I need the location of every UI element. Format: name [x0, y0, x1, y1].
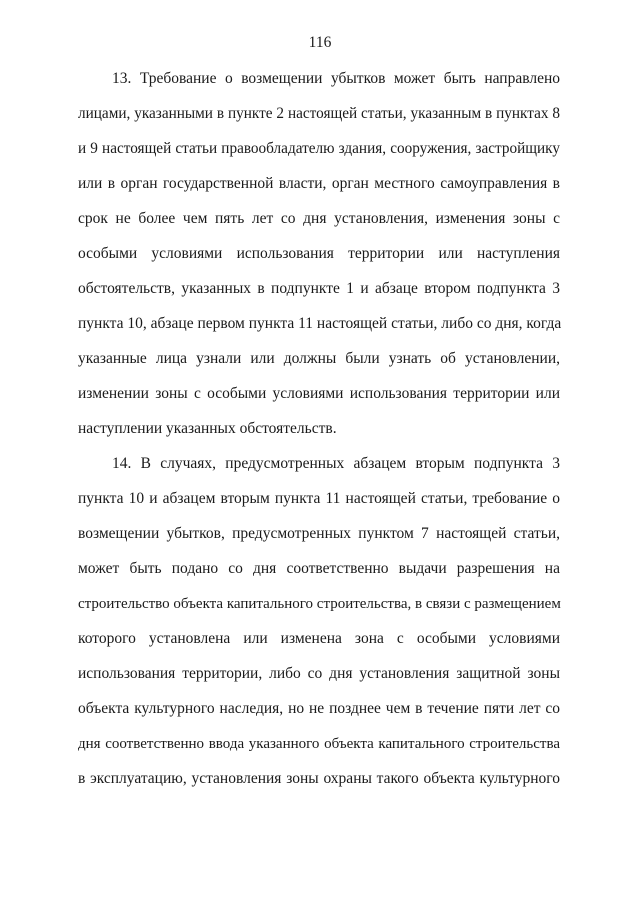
paragraph-13-line-2: лицами, указанными в пункте 2 настоящей статьи, указанным в пунктах 8 [78, 105, 560, 122]
paragraph-14-line-8: объекта культурного наследия, но не позднее чем в течение пяти лет со [78, 700, 560, 717]
paragraph-14-line-5: строительство объекта капитального строительства, в связи с размещением [78, 596, 561, 612]
paragraph-13-line-3: и 9 настоящей статьи правообладателю здания, сооружения, застройщику [78, 140, 560, 157]
paragraph-14-line-4: может быть подано со дня соответственно выдачи разрешения на [78, 560, 560, 577]
paragraph-13-line-1: 13. Требование о возмещении убытков может быть направлено [112, 70, 560, 87]
paragraph-14-line-2: пункта 10 и абзацем вторым пункта 11 настоящей статьи, требование о [78, 490, 560, 507]
paragraph-14-line-9: дня соответственно ввода указанного объекта капитального строительства [78, 736, 560, 752]
paragraph-13-line-8: пункта 10, абзаце первом пункта 11 настоящей статьи, либо со дня, когда [78, 315, 562, 332]
page-number: 116 [308, 34, 332, 51]
paragraph-14-line-1: 14. В случаях, предусмотренных абзацем вторым подпункта 3 [112, 455, 560, 472]
paragraph-14-line-10: в эксплуатацию, установления зоны охраны такого объекта культурного [78, 770, 560, 787]
paragraph-13-line-5: срок не более чем пять лет со дня установления, изменения зоны с [78, 210, 560, 227]
paragraph-14-line-6: которого установлена или изменена зона с особыми условиями [78, 630, 560, 647]
paragraph-13-line-10: изменении зоны с особыми условиями использования территории или [78, 385, 560, 402]
paragraph-13-line-4: или в орган государственной власти, орган местного самоуправления в [78, 175, 560, 192]
paragraph-13-line-6: особыми условиями использования территории или наступления [78, 245, 560, 262]
paragraph-14-line-3: возмещении убытков, предусмотренных пунктом 7 настоящей статьи, [78, 525, 560, 542]
paragraph-13-line-11: наступлении указанных обстоятельств. [78, 420, 337, 437]
paragraph-13-line-9: указанные лица узнали или должны были узнать об установлении, [78, 350, 560, 367]
paragraph-13-line-7: обстоятельств, указанных в подпункте 1 и абзаце втором подпункта 3 [78, 280, 560, 297]
paragraph-14-line-7: использования территории, либо со дня установления защитной зоны [78, 665, 560, 682]
